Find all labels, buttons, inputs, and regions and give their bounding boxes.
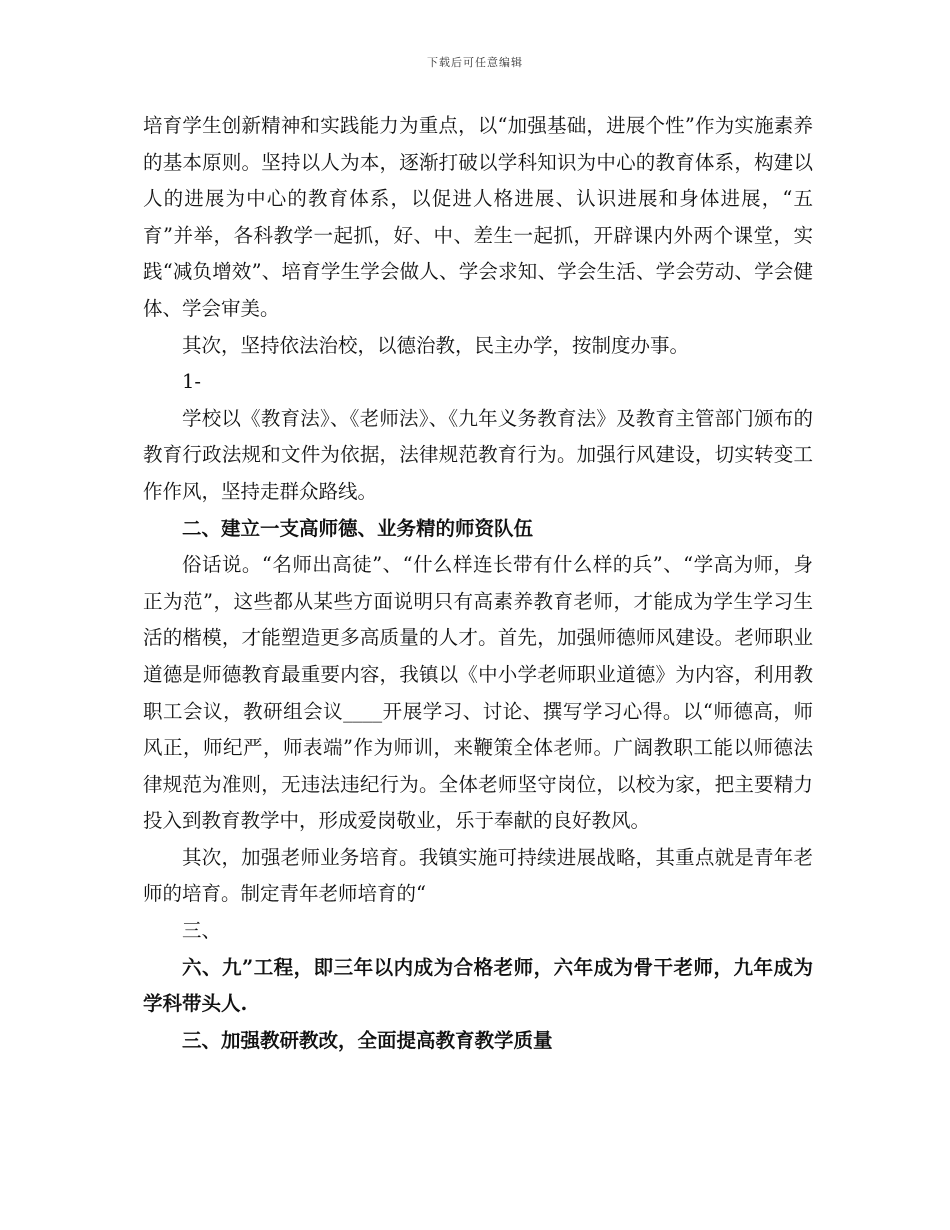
paragraph-rule-of-law: 其次，坚持依法治校，以德治教，民主办学，按制度办事。 — [182, 333, 690, 357]
section-heading-teaching-reform: 三、加强教研教改，全面提高教育教学质量 — [182, 1028, 553, 1052]
list-marker-three: 三、 — [182, 919, 222, 943]
paragraph-teacher-ethics: 俗话说。“名师出高徒”、“什么样连长带有什么样的兵”、“学高为师，身正为范”，这些都从某些方面说明只有高素养教育老师，才能成为学生学习生活的楷模，才能塑造更多高质量的人才。首先，加强师德师风建设。老师职业道德是师德教育最重要内容，我镇以《中小学老师职业道德》为内容，利用教职工会议，教研组会议____开展学习、讨论、撰写学习心得。以“师德高，师风正，师纪严，师表端”作为师训，来鞭策全体老师。广阔教职工能以师德法律规范为准则，无违法违纪行为。全体老师坚守岗位，以校为家，把主要精力投入到教育教学中，形成爱岗敬业，乐于奉献的良好教风。 — [143, 553, 813, 833]
section-heading-teacher-team: 二、建立一支高师德、业务精的师资队伍 — [182, 516, 534, 540]
document-body — [143, 108, 813, 1059]
page-header: 下载后可任意编辑 — [427, 56, 523, 69]
paragraph-laws-basis: 学校以《教育法》、《老师法》、《九年义务教育法》及教育主管部门颁布的教育行政法规和文件为依据，法律规范教育行为。加强行风建设，切实转变工作作风，坚持走群众路线。 — [143, 406, 813, 503]
paragraph-education-principles: 培育学生创新精神和实践能力为重点，以“加强基础，进展个性”作为实施素养的基本原则。坚持以人为本，逐渐打破以学科知识为中心的教育体系，构建以人的进展为中心的教育体系，以促进人格进展、认识进展和身体进展，“五育”并举，各科教学一起抓，好、中、差生一起抓，开辟课内外两个课堂，实践“减负增效”、培育学生学会做人、学会求知、学会生活、学会劳动、学会健体、学会审美。 — [143, 114, 813, 320]
page-number-marker: 1- — [182, 370, 201, 394]
paragraph-369-project: 六、九”工程，即三年以内成为合格老师，六年成为骨干老师，九年成为学科带头人. — [143, 955, 813, 1016]
paragraph-teacher-training: 其次，加强老师业务培育。我镇实施可持续进展战略，其重点就是青年老师的培育。制定青年老师培育的“ — [143, 845, 813, 906]
